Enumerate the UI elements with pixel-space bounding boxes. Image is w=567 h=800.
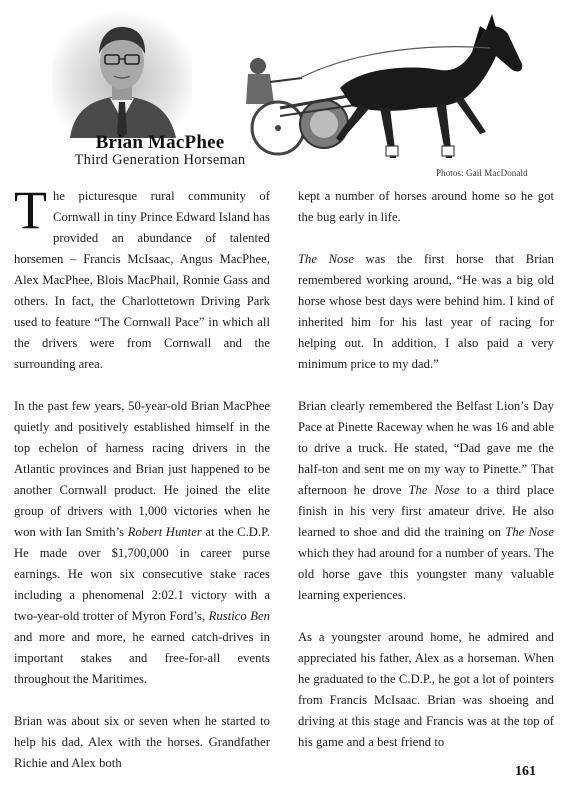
paragraph-text: kept a number of horses around home so he got the bug early in life. [298,189,554,224]
paragraph [14,711,270,774]
paragraph-text: he picturesque rural community of Cornwall in tiny Prince Edward Island has provided an abundance of talented horsemen – Francis McIsaac, Angus MacPhee, Alex MacPhee, Blois MacPhail, Ronnie Gass and others. In fact, the Charlottetown Driving Park used to feature “The Cornwall Pace” in which all the drivers were from Cornwall and the surrounding area. [14,189,270,371]
paragraph-text: Brian was about six or seven when he started to help his dad, Alex with the horses. Grandfather Richie and Alex both [14,714,270,770]
paragraph [298,186,554,228]
paragraph-text: at the C.D.P. He made over $1,700,000 in career purse earnings. He won six consecutive stake races including a phenomenal 2:02.1 victory with a two-year-old trotter of Myron Ford’s, [14,525,271,623]
paragraph-text: and more and more, he earned catch-drives in important stakes and free-for-all events throughout the Maritimes. [14,630,270,686]
paragraph-text: which they had around for a number of years. The old horse gave this youngster many valuable learning experiences. [298,546,554,602]
drop-cap: T [14,180,48,240]
paragraph-text: In the past few years, 50-year-old Brian MacPhee quietly and positively established himself in the top echelon of harness racing drivers in the Atlantic provinces and Brian just happened to be another Cornwall product. He joined the elite group of drivers with 1,000 victories when he won with Ian Smith’s [14,399,270,539]
right-column [298,186,554,774]
paragraph-text: As a youngster around home, he admired and appreciated his father, Alex as a horseman. When he graduated to the C.D.P., he got a lot of pointers from Francis McIsaac. Brian was shoeing and driving at this stage and Francis was at the top of his game and a best friend to [298,630,554,749]
article-title: Brian MacPhee [95,132,225,153]
horse-name: The Nose [408,483,460,497]
horse-name: The Nose [298,252,354,266]
horse-name: Robert Hunter [127,525,202,539]
page-number: 161 [515,764,536,779]
paragraph [14,180,270,375]
paragraph [298,627,554,753]
horse-name: The Nose [505,525,554,539]
paragraph [298,396,554,606]
article-subtitle: Third Generation Horseman [74,152,246,168]
horse-name: Rustico Ben [208,609,270,623]
paragraph [14,396,270,690]
paragraph-text: Brian clearly remembered the Belfast Lion’s Day Pace at Pinette Raceway when he was 16 and able to drive a truck. He stated, “Dad gave me the half-ton and sent me on my way to Pinette.” That afternoon he drove [298,399,554,497]
paragraph-text: was the first horse that Brian remembered working around, “He was a big old horse whose best days were behind him. I kind of inherited him for his last year of racing for helping out. In addition, I also paid a very minimum price to my dad.” [298,252,554,371]
paragraph [298,249,554,375]
left-column [14,180,271,795]
paragraph-text: to a third place finish in his very first amateur drive. He also learned to shoe and did the training on [298,483,554,539]
portrait-icon [52,10,192,138]
photo-credit: Photos: Gail MacDonald [436,168,528,178]
